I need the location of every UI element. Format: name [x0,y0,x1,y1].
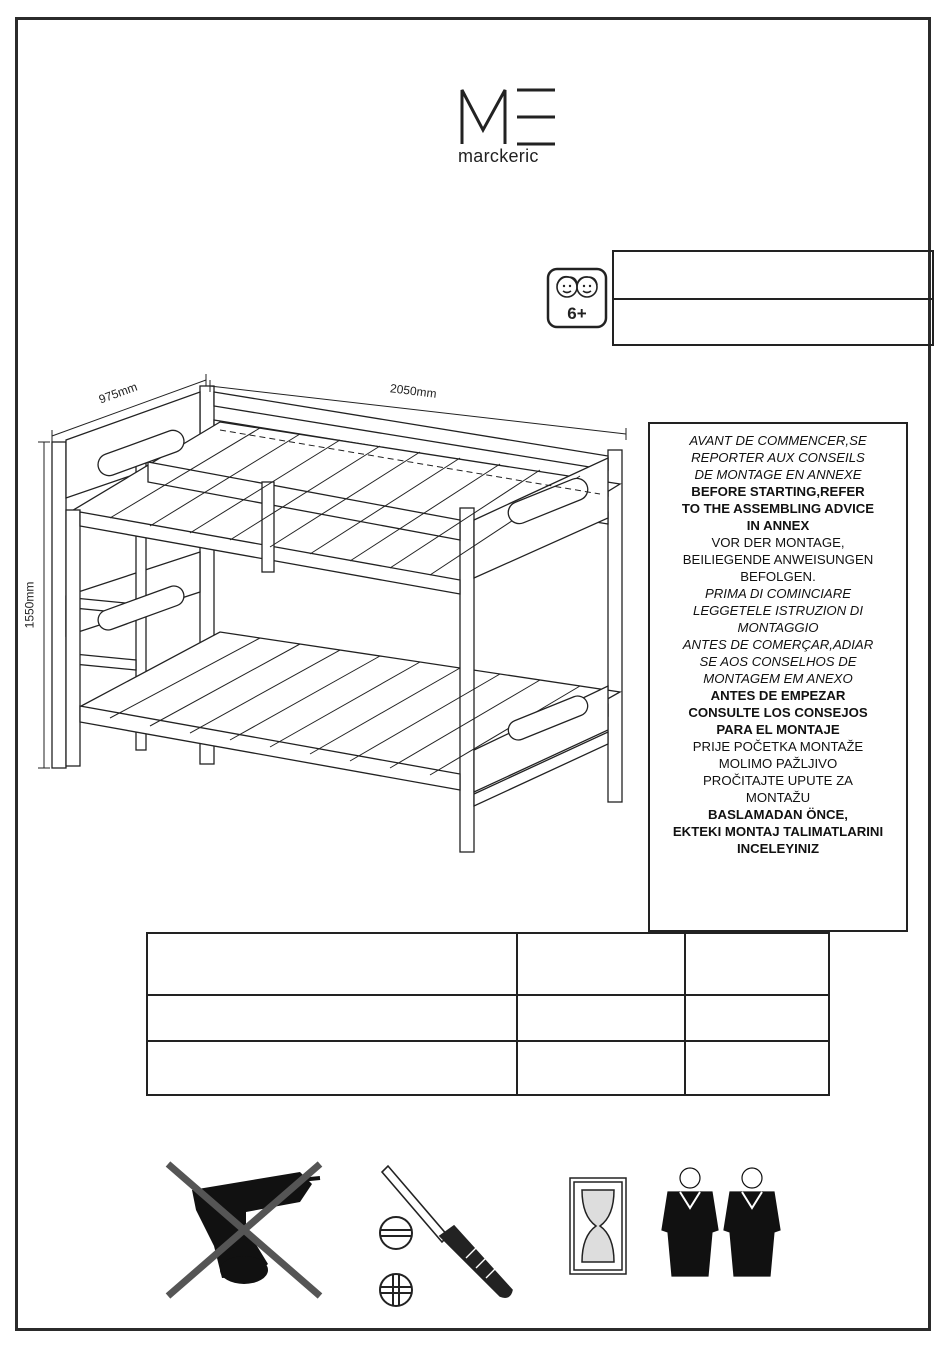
assembly-notice [648,422,908,932]
spec-cell [147,933,517,995]
tools-row [0,1150,950,1310]
spec-table [146,932,830,1096]
notice-line: MONTAGEM EM ANEXO [703,671,853,686]
hourglass-icon [570,1178,626,1274]
flat-head-screw-icon [380,1217,412,1249]
brand-name: marckeric [458,146,539,166]
notice-line: EKTEKI MONTAJ TALIMATLARINI [672,824,884,839]
notice-line: MONTAGGIO [737,620,819,635]
notice-line: DE MONTAGE EN ANNEXE [694,467,862,482]
spec-cell [517,995,685,1041]
product-info-box [612,250,934,346]
brand-logo-icon [455,84,565,146]
notice-line: PRIJE POČETKA MONTAŽE [692,739,864,754]
no-power-drill-icon [168,1164,320,1296]
notice-line: IN ANNEX [746,518,810,533]
notice-line: AVANT DE COMMENCER,SE [689,433,867,448]
spec-cell [685,1041,829,1095]
notice-line: BEFORE STARTING,REFER [691,484,865,499]
notice-line: SE AOS CONSELHOS DE [699,654,857,669]
notice-line: MONTAŽU [745,790,811,805]
spec-cell [147,995,517,1041]
notice-line: VOR DER MONTAGE, [711,535,845,550]
height-dimension: 1550mm [22,581,37,629]
spec-cell [685,995,829,1041]
notice-line: BASLAMADAN ÖNCE, [708,807,848,822]
notice-line: PRIMA DI COMINCIARE [704,586,852,601]
notice-line: TO THE ASSEMBLING ADVICE [681,501,875,516]
length-dimension: 2050mm [389,381,438,401]
notice-line: CONSULTE LOS CONSEJOS [688,705,868,720]
notice-line: BEILIEGENDE ANWEISUNGEN [682,552,874,567]
notice-line: ANTES DE COMERÇAR,ADIAR [682,637,874,652]
notice-line: MOLIMO PAŽLJIVO [718,756,838,771]
notice-line: ANTES DE EMPEZAR [710,688,846,703]
notice-line: PROČITAJTE UPUTE ZA [703,773,853,788]
phillips-screw-icon [380,1274,412,1306]
spec-cell [147,1041,517,1095]
depth-dimension: 975mm [96,379,140,407]
spec-cell [517,1041,685,1095]
notice-line: INCELEYINIZ [736,841,820,856]
children-faces-icon [546,267,608,329]
age-label: 6+ [567,304,587,323]
notice-line: REPORTER AUX CONSEILS [691,450,865,465]
two-persons-icon [662,1168,780,1276]
spec-cell [685,933,829,995]
bunk-bed-drawing [30,372,640,867]
notice-line: PARA EL MONTAJE [716,722,840,737]
spec-cell [517,933,685,995]
notice-line: BEFOLGEN. [740,569,816,584]
notice-line: LEGGETELE ISTRUZION DI [692,603,863,618]
